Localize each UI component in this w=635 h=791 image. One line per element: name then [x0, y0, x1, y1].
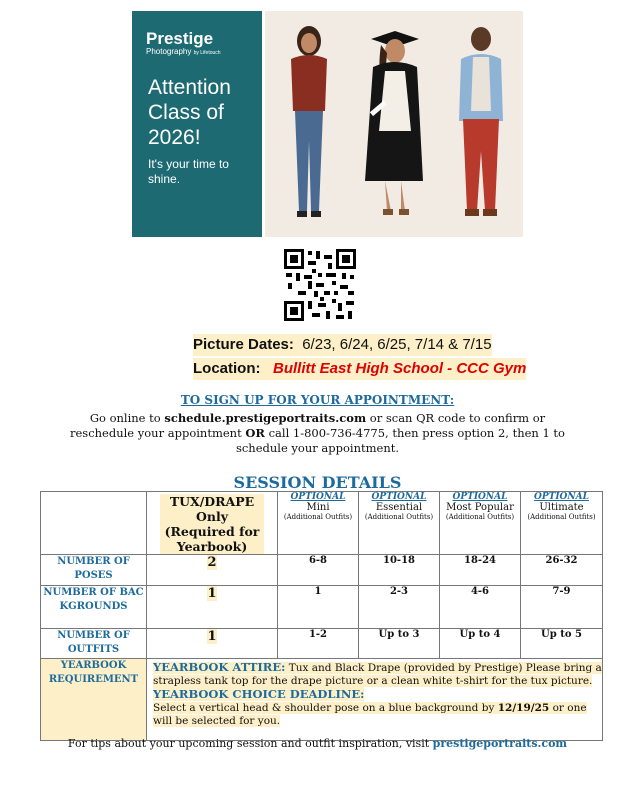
- row-label-requirement: YEARBOOK REQUIREMENT: [41, 659, 147, 741]
- photo-student-3: [437, 11, 523, 237]
- photo-student-2: [351, 11, 437, 237]
- tier-ultimate: OPTIONAL Ultimate (Additional Outfits): [521, 492, 603, 555]
- prestige-logo: [146, 31, 221, 58]
- session-details-title: SESSION DETAILS: [233, 473, 402, 492]
- location-label: Location:: [193, 360, 261, 377]
- location: [193, 358, 526, 380]
- row-label-backgrounds: NUMBER OF BACKGROUNDS: [41, 586, 147, 629]
- row-label-outfits: NUMBER OF OUTFITS: [41, 629, 147, 659]
- logo-sub: Photography: [146, 47, 192, 56]
- tier-mini: OPTIONAL Mini (Additional Outfits): [278, 492, 359, 555]
- table-row: NUMBER OF BACKGROUNDS 1 1 2-3 4-6 7-9: [41, 586, 603, 629]
- tier-essential: OPTIONAL Essential (Additional Outfits): [359, 492, 440, 555]
- yearbook-requirement-row: [41, 659, 603, 741]
- photo-student-1: [265, 11, 351, 237]
- table-header-row: [41, 492, 603, 555]
- signup-heading: TO SIGN UP FOR YOUR APPOINTMENT:: [180, 393, 455, 407]
- banner-panel: [132, 11, 262, 237]
- tux-header: TUX/DRAPE Only (Required for Yearbook): [160, 494, 264, 554]
- logo-main: Prestige: [146, 29, 214, 48]
- footer: For tips about your upcoming session and outfit inspiration, visit prestigeportraits.com: [67, 737, 568, 750]
- promo-banner: [132, 11, 525, 237]
- table-row: NUMBER OF POSES 2 6-8 10-18 18-24 26-32: [41, 555, 603, 586]
- schedule-link[interactable]: schedule.prestigeportraits.com: [164, 411, 367, 425]
- signup-instructions: Go online to schedule.prestigeportraits.com or scan QR code to confirm or reschedule your appointment OR call 1-800-736-4775, then press option 2, then 1 to schedule your appointment.: [70, 411, 565, 455]
- picture-dates-label: Picture Dates:: [193, 336, 294, 353]
- banner-headline: Attention Class of 2026!: [148, 76, 231, 149]
- picture-dates: [193, 334, 492, 356]
- row-label-poses: NUMBER OF POSES: [41, 555, 147, 586]
- logo-tag: by Lifetouch: [193, 50, 221, 56]
- picture-dates-value: 6/23, 6/24, 6/25, 7/14 & 7/15: [302, 336, 492, 353]
- footer-link[interactable]: prestigeportraits.com: [432, 737, 568, 750]
- yearbook-requirement-text: YEARBOOK ATTIRE: Tux and Black Drape (provided by Prestige) Please bring a strapless tank top for the drape picture or a clean white t-shirt for the tux picture. YEARBOOK CHOICE DEADLINE: Select a vertical head & shoulder pose on a blue background by 12/19/25 or one will be selected for you.: [147, 659, 603, 741]
- session-table: [40, 491, 603, 741]
- qr-code-icon[interactable]: [284, 249, 356, 321]
- tier-most-popular: OPTIONAL Most Popular (Additional Outfits): [440, 492, 521, 555]
- location-value: Bullitt East High School - CCC Gym: [273, 360, 527, 377]
- table-row: NUMBER OF OUTFITS 1 1-2 Up to 3 Up to 4 Up to 5: [41, 629, 603, 659]
- banner-subline: It's your time to shine.: [148, 157, 229, 186]
